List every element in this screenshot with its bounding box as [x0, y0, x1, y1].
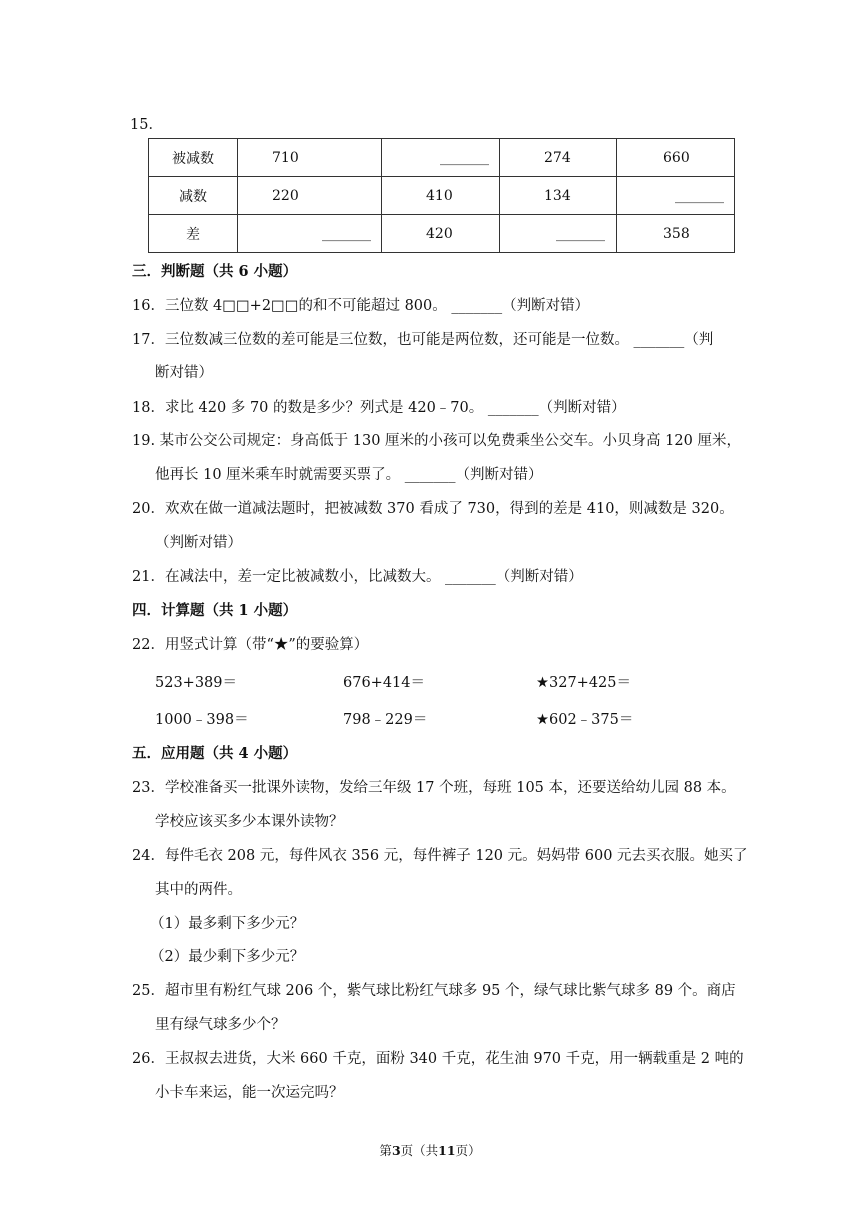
section-4-title: 四．计算题（共 1 小题） — [132, 602, 298, 619]
question-17-line1: 17．三位数减三位数的差可能是三位数，也可能是两位数，还可能是一位数。 _______（判 — [132, 332, 714, 348]
calc-item: 676+414＝ — [343, 675, 426, 691]
page-total: 11 — [438, 1143, 456, 1158]
question-23-line1: 23．学校准备买一批课外读物，发给三年级 17 个班，每班 105 本，还要送给幼儿园 88 本。 — [132, 780, 736, 796]
footer-text: 页（共 — [400, 1143, 439, 1158]
question-24-sub2: （2）最少剩下多少元？ — [150, 949, 305, 965]
row-header: 被减数 — [149, 139, 238, 177]
question-26-line1: 26．王叔叔去进货，大米 660 千克，面粉 340 千克，花生油 970 千克，用一辆载重是 2 吨的 — [132, 1051, 744, 1067]
question-19-line2: 他再长 10 厘米乘车时就需要买票了。 _______（判断对错） — [155, 467, 543, 483]
subtraction-table — [148, 138, 735, 253]
question-24-line1: 24．每件毛衣 208 元，每件风衣 356 元，每件裤子 120 元。妈妈带 600 元去买衣服。她买了 — [132, 848, 748, 864]
section-3-title: 三．判断题（共 6 小题） — [132, 263, 298, 280]
question-18: 18．求比 420 多 70 的数是多少？列式是 420﹣70。 _______（判断对错） — [132, 400, 626, 416]
question-17-line2: 断对错） — [155, 365, 213, 381]
table-cell: 420 — [382, 215, 500, 253]
table-cell-blank: _______ — [382, 139, 500, 177]
table-cell: 220 — [238, 177, 382, 215]
table-row — [149, 139, 735, 177]
table-cell: 358 — [617, 215, 735, 253]
calc-item: 1000﹣398＝ — [155, 712, 249, 728]
calc-item: ★327+425＝ — [536, 675, 632, 691]
table-cell: 710 — [238, 139, 382, 177]
section-5-title: 五．应用题（共 4 小题） — [132, 745, 298, 762]
question-15-number: 15． — [130, 117, 163, 133]
question-21: 21．在减法中，差一定比被减数小，比减数大。 _______（判断对错） — [132, 569, 583, 585]
footer-text: 页） — [455, 1143, 481, 1158]
table-cell: 660 — [617, 139, 735, 177]
table-row — [149, 177, 735, 215]
table-cell-blank: _______ — [617, 177, 735, 215]
calc-item: 523+389＝ — [155, 675, 238, 691]
footer-text: 第 — [379, 1143, 392, 1158]
page-number: 3 — [391, 1143, 401, 1158]
question-24-sub1: （1）最多剩下多少元？ — [150, 916, 305, 932]
question-19-line1: 19. 某市公交公司规定：身高低于 130 厘米的小孩可以免费乘坐公交车。小贝身高 120 厘米， — [132, 433, 741, 449]
question-25-line1: 25．超市里有粉红气球 206 个，紫气球比粉红气球多 95 个，绿气球比紫气球多 89 个。商店 — [132, 983, 736, 999]
table-row — [149, 215, 735, 253]
question-26-line2: 小卡车来运，能一次运完吗？ — [155, 1085, 344, 1101]
calc-item: 798﹣229＝ — [343, 712, 428, 728]
row-header: 差 — [149, 215, 238, 253]
question-24-line2: 其中的两件。 — [155, 882, 242, 898]
table-cell: 410 — [382, 177, 500, 215]
row-header: 减数 — [149, 177, 238, 215]
question-16: 16．三位数 4□□+2□□的和不可能超过 800。 _______（判断对错） — [132, 298, 590, 314]
table-cell-blank: _______ — [500, 215, 617, 253]
calc-item: ★602﹣375＝ — [536, 712, 634, 728]
question-23-line2: 学校应该买多少本课外读物？ — [155, 814, 344, 830]
table-cell: 134 — [500, 177, 617, 215]
table-cell-blank: _______ — [238, 215, 382, 253]
question-22-title: 22．用竖式计算（带“★”的要验算） — [132, 637, 369, 653]
question-25-line2: 里有绿气球多少个？ — [155, 1017, 286, 1033]
question-20-line2: （判断对错） — [155, 535, 242, 551]
table-cell: 274 — [500, 139, 617, 177]
page-footer — [0, 1141, 860, 1159]
question-20-line1: 20．欢欢在做一道减法题时，把被减数 370 看成了 730，得到的差是 410，则减数是 320。 — [132, 501, 734, 517]
